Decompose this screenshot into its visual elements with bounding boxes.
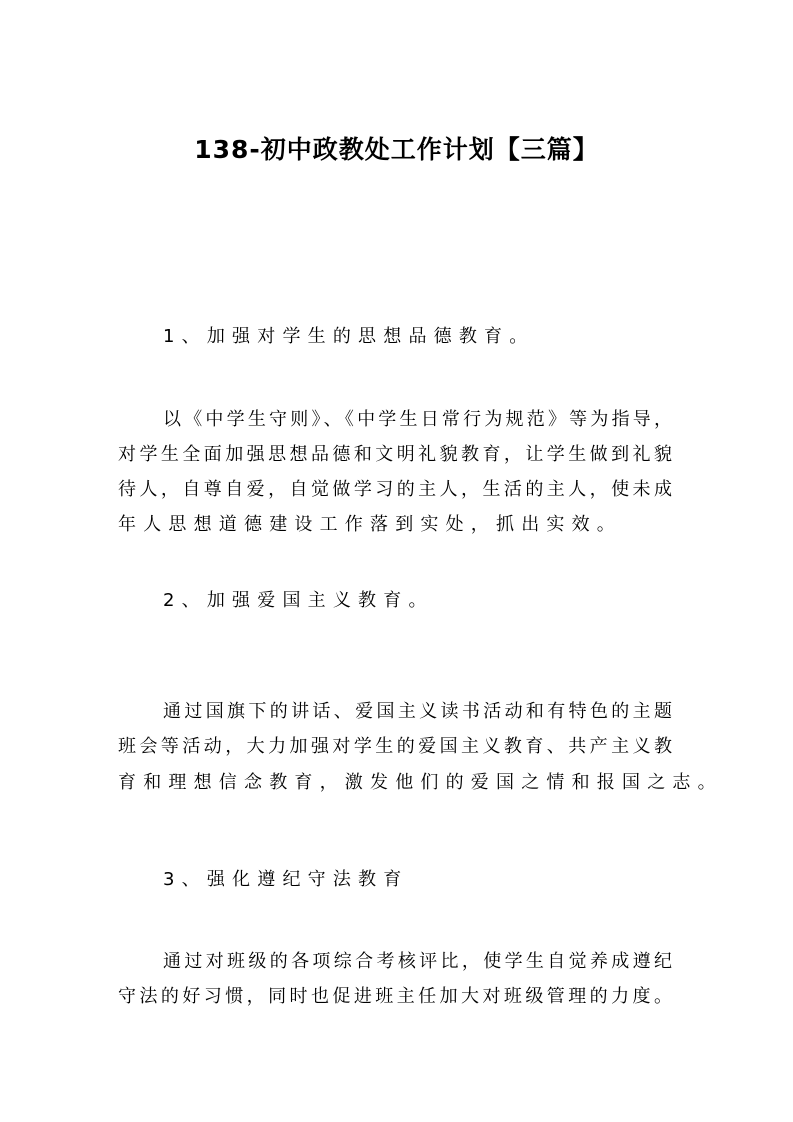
- paragraph-line: 对学生全面加强思想品德和文明礼貌教育，让学生做到礼貌: [118, 444, 672, 465]
- paragraph-line: 通过对班级的各项综合考核评比，使学生自觉养成遵纪: [163, 951, 672, 972]
- paragraph-line: 班会等活动，大力加强对学生的爱国主义教育、共产主义教: [118, 736, 672, 757]
- paragraph-line: 守法的好习惯，同时也促进班主任加大对班级管理的力度。: [118, 986, 672, 1007]
- paragraph-line: 以《中学生守则》、《中学生日常行为规范》等为指导，: [163, 409, 672, 430]
- paragraph-line: 年人思想道德建设工作落到实处，抓出实效。: [118, 514, 622, 535]
- paragraph-line: 通过国旗下的讲话、爱国主义读书活动和有特色的主题: [163, 701, 672, 722]
- section-heading: 3、强化遵纪守法教育: [163, 869, 409, 890]
- paragraph-line: 育和理想信念教育，激发他们的爱国之情和报国之志。: [118, 772, 723, 793]
- section-heading: 2、加强爱国主义教育。: [163, 590, 434, 611]
- paragraph-line: 待人，自尊自爱，自觉做学习的主人，生活的主人，使未成: [118, 479, 672, 500]
- document-title: 138-初中政教处工作计划【三篇】: [194, 135, 599, 164]
- section-heading: 1、加强对学生的思想品德教育。: [163, 326, 535, 347]
